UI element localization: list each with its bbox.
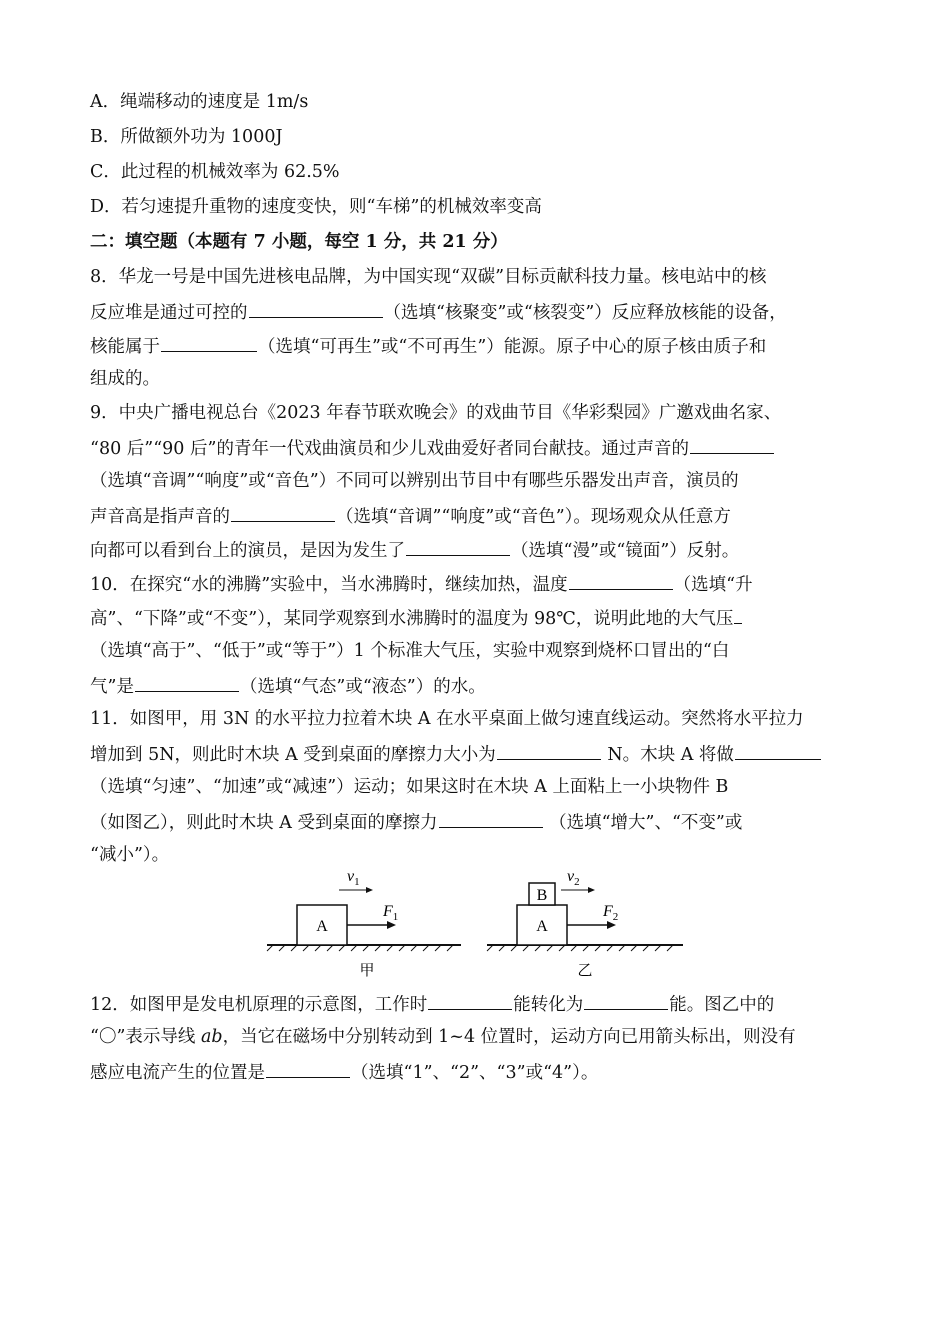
velocity-label: $v_1$ — [347, 868, 360, 888]
q11-line1: 11．如图甲，用 3N 的水平拉力拉着木块 A 在水平桌面上做匀速直线运动。突然将水平拉力 — [90, 709, 804, 729]
option-c: C．此过程的机械效率为 62.5% — [90, 162, 340, 182]
figure-caption-right: 乙 — [577, 961, 593, 979]
q8-line4: 组成的。 — [90, 369, 160, 389]
friction-diagram — [265, 865, 685, 985]
answer-blank[interactable] — [569, 571, 673, 590]
q12-text: “〇”表示导线 — [90, 1027, 201, 1047]
q12-text: ，当它在磁场中分别转动到 1~4 位置时，运动方向已用箭头标出，则没有 — [222, 1027, 796, 1047]
q10-text: 气”是 — [90, 677, 134, 697]
velocity-arrowhead — [366, 887, 373, 893]
answer-blank[interactable] — [734, 605, 742, 624]
q8-line3 — [90, 333, 766, 359]
block-a-label: A — [316, 918, 328, 935]
q11-text: （选填“增大”、“不变”或 — [543, 813, 743, 833]
q8-line1: 8．华龙一号是中国先进核电品牌，为中国实现“双碳”目标贡献科技力量。核电站中的核 — [90, 267, 767, 287]
q12-text: 感应电流产生的位置是 — [90, 1063, 265, 1083]
q8-text: 反应堆是通过可控的 — [90, 303, 248, 323]
q10-line1 — [90, 571, 753, 597]
answer-blank[interactable] — [735, 741, 821, 760]
q8-line2 — [90, 299, 787, 325]
q8-text: 核能属于 — [90, 337, 160, 357]
option-b: B．所做额外功为 1000J — [90, 127, 283, 147]
q12-line1 — [90, 991, 774, 1017]
q11-text: N。木块 A 将做 — [601, 745, 734, 765]
velocity-label: $v_2$ — [567, 868, 580, 888]
q9-line3: （选填“音调”“响度”或“音色”）不同可以辨别出节目中有哪些乐器发出声音，演员的 — [90, 471, 739, 491]
q11-text: 增加到 5N，则此时木块 A 受到桌面的摩擦力大小为 — [90, 745, 496, 765]
block-a-label: A — [536, 918, 548, 935]
answer-blank[interactable] — [497, 741, 601, 760]
q11-line2 — [90, 741, 822, 767]
q11-line5: “减小”）。 — [90, 845, 170, 865]
answer-blank[interactable] — [406, 537, 510, 556]
q8-text: （选填“核聚变”或“核裂变”）反应释放核能的设备， — [383, 303, 787, 323]
answer-blank[interactable] — [135, 673, 239, 692]
answer-blank[interactable] — [584, 991, 668, 1010]
q8-text: （选填“可再生”或“不可再生”）能源。原子中心的原子核由质子和 — [258, 337, 767, 357]
answer-blank[interactable] — [249, 299, 383, 318]
q10-text: （选填“升 — [673, 575, 753, 595]
q10-line4 — [90, 673, 486, 699]
velocity-arrowhead — [588, 887, 595, 893]
q9-line2 — [90, 435, 775, 461]
q12-text: 能转化为 — [513, 995, 584, 1015]
answer-blank[interactable] — [428, 991, 512, 1010]
q10-text: 10．在探究“水的沸腾”实验中，当水沸腾时，继续加热，温度 — [90, 575, 568, 595]
q9-text: “80 后”“90 后”的青年一代戏曲演员和少儿戏曲爱好者同台献技。通过声音的 — [90, 439, 689, 459]
figure-left — [267, 868, 461, 979]
q9-line4 — [90, 503, 731, 529]
q9-text: （选填“漫”或“镜面”）反射。 — [511, 541, 740, 561]
option-d: D．若匀速提升重物的速度变快，则“车梯”的机械效率变高 — [90, 197, 542, 217]
answer-blank[interactable] — [161, 333, 257, 352]
q10-line2 — [90, 605, 743, 631]
q11-line4 — [90, 809, 742, 835]
answer-blank[interactable] — [690, 435, 774, 454]
q12-text: （选填“1”、“2”、“3”或“4”）。 — [351, 1063, 599, 1083]
force-label: $F_1$ — [383, 903, 399, 923]
q11-text: （如图乙），则此时木块 A 受到桌面的摩擦力 — [90, 813, 438, 833]
figure-right — [487, 868, 683, 979]
q12-text: 12．如图甲是发电机原理的示意图，工作时 — [90, 995, 428, 1015]
q12-line3 — [90, 1059, 598, 1085]
answer-blank[interactable] — [439, 809, 543, 828]
wire-label: ab — [200, 1027, 223, 1047]
friction-figure — [265, 865, 685, 985]
q9-text: （选填“音调”“响度”或“音色”）。现场观众从任意方 — [336, 507, 731, 527]
block-b-label: B — [536, 887, 548, 904]
option-a: A．绳端移动的速度是 1m/s — [90, 92, 309, 112]
q11-line3: （选填“匀速”、“加速”或“减速”）运动；如果这时在木块 A 上面粘上一小块物件 B — [90, 777, 729, 797]
figure-caption-left: 甲 — [359, 961, 375, 979]
q10-line3: （选填“高于”、“低于”或“等于”）1 个标准大气压，实验中观察到烧杯口冒出的“白 — [90, 641, 730, 661]
q12-text: 能。图乙中的 — [669, 995, 775, 1015]
answer-blank[interactable] — [266, 1059, 350, 1078]
q10-text: 高”、“下降”或“不变”），某同学观察到水沸腾时的温度为 98℃，说明此地的大气压 — [90, 609, 734, 629]
q9-text: 声音高是指声音的 — [90, 507, 230, 527]
force-label: $F_2$ — [603, 903, 619, 923]
q12-line2 — [90, 1025, 796, 1049]
q9-line5 — [90, 537, 739, 563]
answer-blank[interactable] — [231, 503, 335, 522]
section-title: 二：填空题（本题有 7 小题，每空 1 分，共 21 分） — [90, 232, 508, 252]
q9-text: 向都可以看到台上的演员，是因为发生了 — [90, 541, 405, 561]
q10-text: （选填“气态”或“液态”）的水。 — [239, 677, 486, 697]
q9-line1: 9．中央广播电视总台《2023 年春节联欢晚会》的戏曲节目《华彩梨园》广邀戏曲名家、 — [90, 403, 782, 423]
